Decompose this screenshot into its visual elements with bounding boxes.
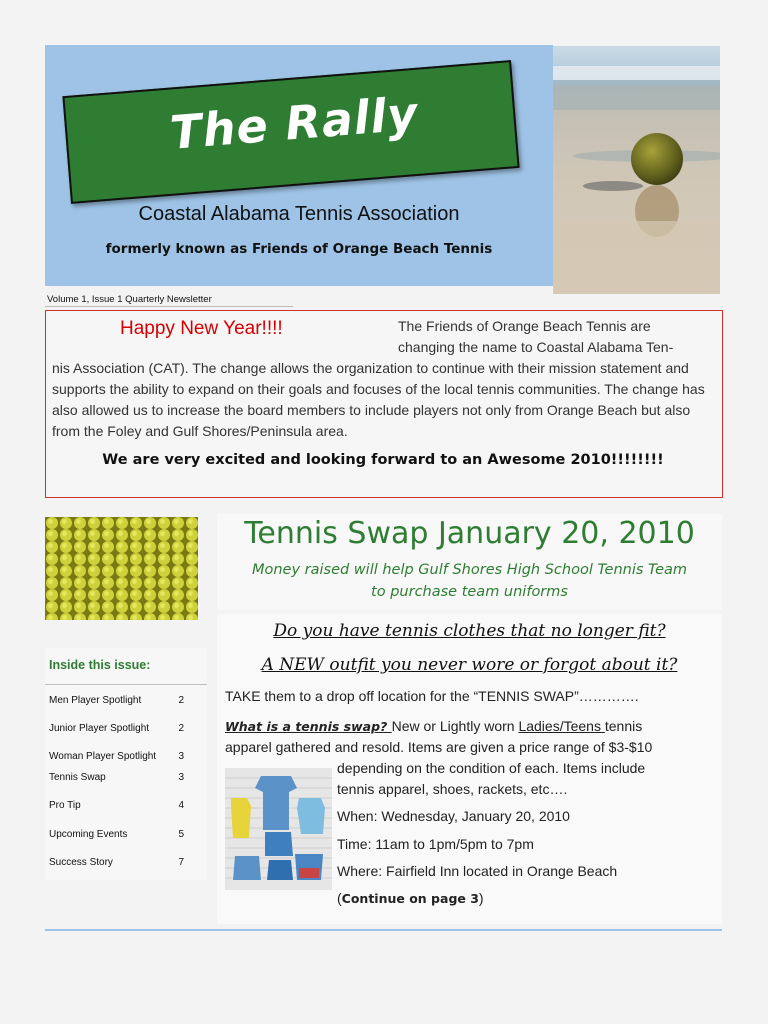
toc-item[interactable] bbox=[49, 751, 199, 762]
swap-question-1: Do you have tennis clothes that no longer fit? bbox=[273, 621, 666, 641]
toc-item[interactable] bbox=[49, 723, 199, 734]
swap-title: Tennis Swap January 20, 2010 bbox=[244, 516, 695, 551]
divider bbox=[45, 306, 293, 307]
swap-time: Time: 11am to 1pm/5pm to 7pm bbox=[337, 836, 534, 852]
what-text-b: tennis bbox=[604, 718, 643, 734]
toc-item[interactable] bbox=[49, 800, 199, 811]
swap-when: When: Wednesday, January 20, 2010 bbox=[337, 808, 570, 824]
toc-label: Tennis Swap bbox=[49, 772, 106, 783]
inside-issue-title: Inside this issue: bbox=[49, 658, 151, 672]
toc-label: Men Player Spotlight bbox=[49, 695, 142, 706]
swap-take-text: TAKE them to a drop off location for the “TENNIS SWAP”…………. bbox=[225, 688, 639, 704]
swap-where: Where: Fairfield Inn located in Orange Beach bbox=[337, 863, 618, 879]
new-year-heading: Happy New Year!!!! bbox=[120, 318, 283, 339]
continue-close: ) bbox=[478, 890, 484, 906]
toc-item[interactable] bbox=[49, 857, 199, 868]
what-is-label: What is a tennis swap? bbox=[225, 719, 392, 734]
new-year-text-line2: changing the name to Coastal Alabama Ten- bbox=[398, 339, 674, 355]
continue-note[interactable] bbox=[337, 890, 484, 906]
swap-line-4: tennis apparel, shoes, rackets, etc…. bbox=[337, 781, 568, 797]
toc-page: 2 bbox=[178, 723, 184, 734]
toc-page: 3 bbox=[178, 772, 184, 783]
volume-label: Volume 1, Issue 1 Quarterly Newsletter bbox=[47, 294, 212, 305]
swap-subtitle-line1: Money raised will help Gulf Shores High School Tennis Team bbox=[251, 562, 688, 578]
toc-label: Pro Tip bbox=[49, 800, 81, 811]
toc-page: 4 bbox=[178, 800, 184, 811]
swap-line-3: depending on the condition of each. Items include bbox=[337, 760, 646, 776]
toc-item[interactable] bbox=[49, 829, 199, 840]
toc-label: Upcoming Events bbox=[49, 829, 128, 840]
continue-link[interactable]: Continue on page 3 bbox=[341, 891, 479, 906]
toc-label: Success Story bbox=[49, 857, 113, 868]
organization-name: Coastal Alabama Tennis Association bbox=[138, 203, 460, 225]
what-text-a: New or Lightly worn bbox=[391, 718, 519, 734]
swap-line-2: apparel gathered and resold. Items are given a price range of $3-$10 bbox=[225, 739, 653, 755]
new-year-paragraph bbox=[52, 316, 717, 442]
toc-label: Junior Player Spotlight bbox=[49, 723, 150, 734]
continue-open: ( bbox=[337, 890, 342, 906]
swap-what-line bbox=[225, 718, 642, 734]
newsletter-title: The Rally bbox=[168, 86, 421, 160]
bottom-divider bbox=[45, 929, 722, 931]
swap-subtitle-line2: to purchase team uniforms bbox=[371, 584, 568, 600]
excited-message: We are very excited and looking forward to an Awesome 2010!!!!!!!! bbox=[102, 452, 664, 468]
tennis-balls-photo bbox=[45, 517, 198, 620]
toc-page: 5 bbox=[178, 829, 184, 840]
what-ladies: Ladies/Teens bbox=[518, 718, 605, 734]
tennis-clothes-photo bbox=[225, 768, 332, 890]
beach-tennis-ball-photo bbox=[553, 46, 720, 294]
toc-page: 7 bbox=[178, 857, 184, 868]
swap-subtitle bbox=[217, 559, 722, 603]
inside-issue-box bbox=[45, 648, 207, 880]
toc-label: Woman Player Spotlight bbox=[49, 751, 157, 762]
toc-item[interactable] bbox=[49, 772, 199, 783]
toc-item[interactable] bbox=[49, 695, 199, 706]
toc-page: 3 bbox=[178, 751, 184, 762]
divider bbox=[45, 684, 207, 685]
new-year-text-line1: The Friends of Orange Beach Tennis are bbox=[398, 318, 651, 334]
swap-question-2: A NEW outfit you never wore or forgot about it? bbox=[261, 655, 678, 675]
former-name: formerly known as Friends of Orange Beach Tennis bbox=[105, 241, 493, 257]
new-year-text-rest: nis Association (CAT). The change allows the organization to continue with their mission statement and supports the ability to expand on their goals and focuses of the local tennis communities. The change has also allowed us to increase the board members to include players not only from Orange Beach but also from the Foley and Gulf Shores/Peninsula area. bbox=[52, 360, 705, 439]
toc-page: 2 bbox=[178, 695, 184, 706]
